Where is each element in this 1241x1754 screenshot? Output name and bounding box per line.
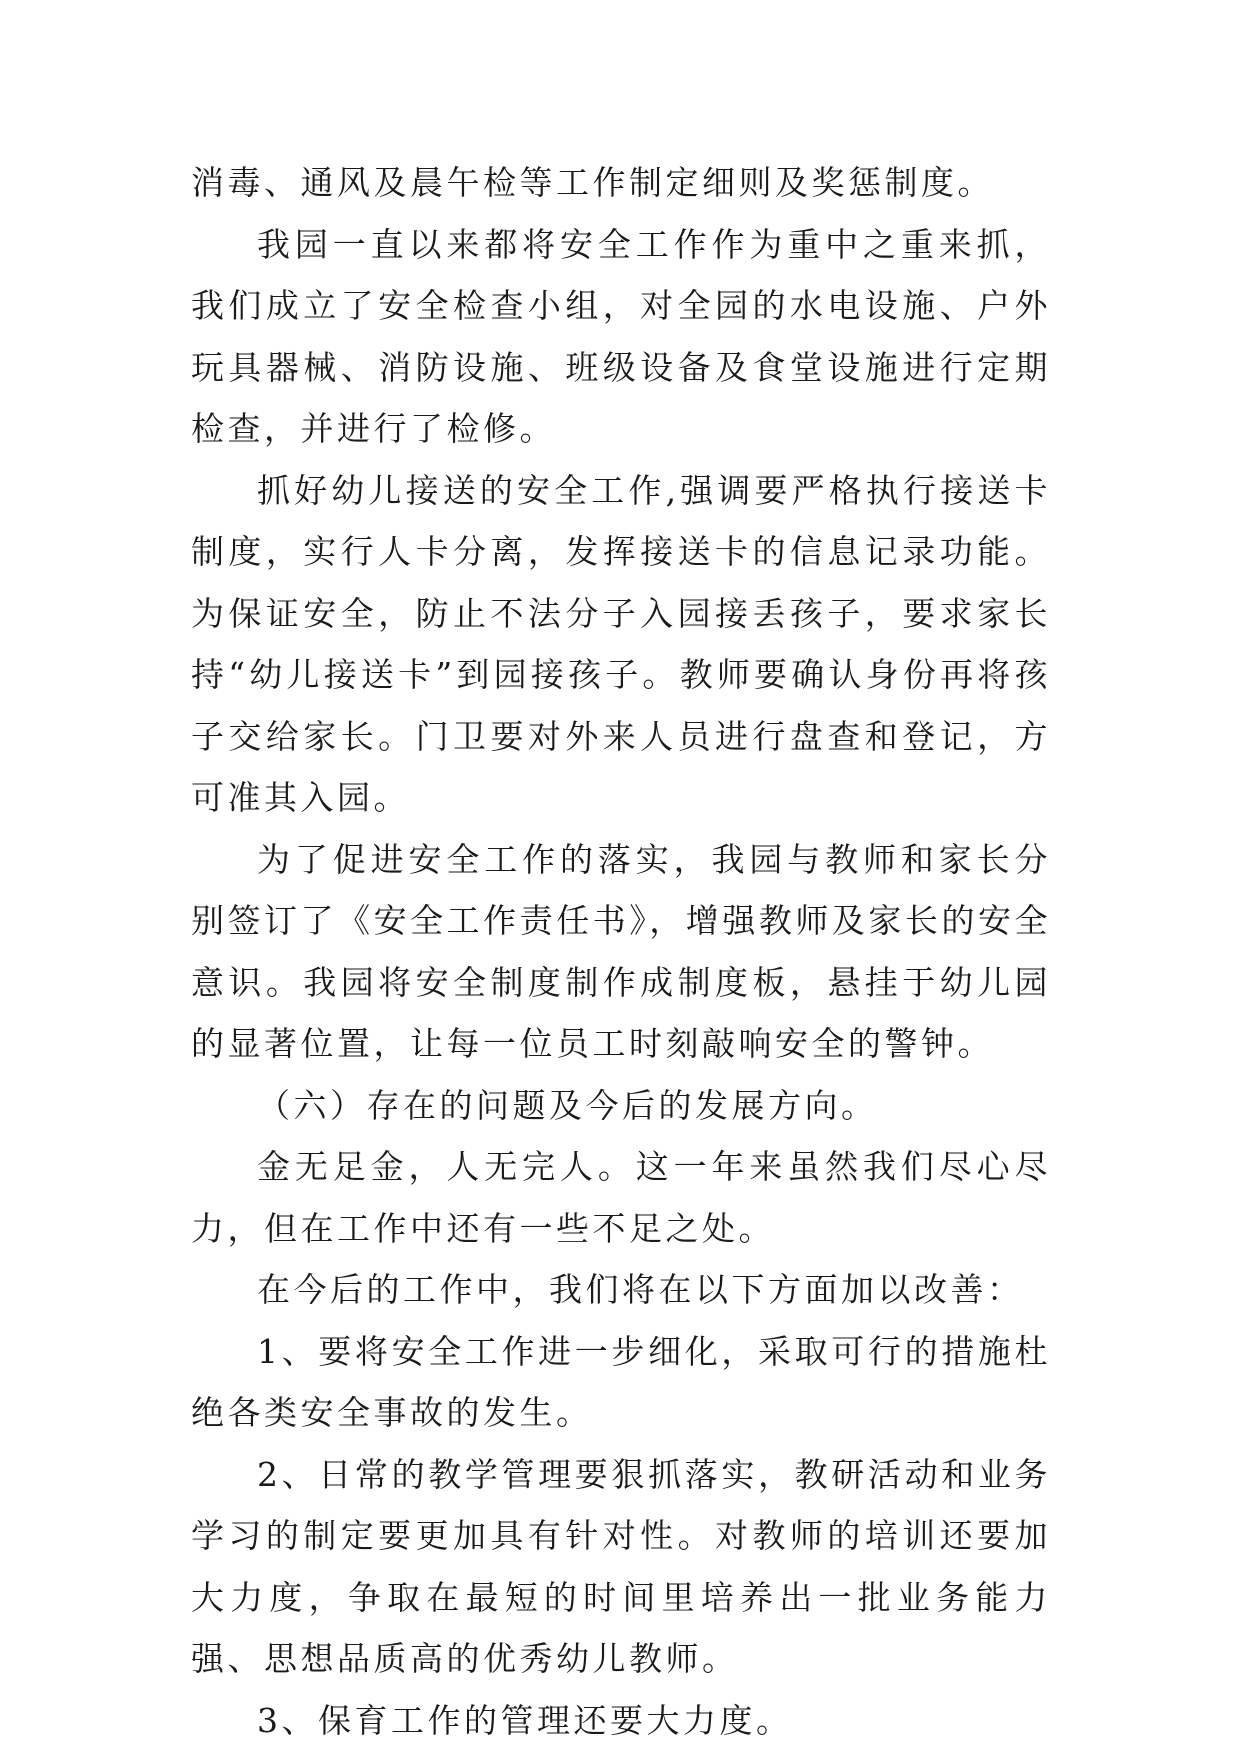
paragraph: 为了促进安全工作的落实，我园与教师和家长分别签订了《安全工作责任书》，增强教师及家长的安全意识。我园将安全制度制作成制度板，悬挂于幼儿园的显著位置，让每一位员工时刻敲响安全的警钟。 bbox=[191, 839, 1051, 1063]
list-item: 1、要将安全工作进一步细化，采取可行的措施杜绝各类安全事故的发生。 bbox=[191, 1331, 1051, 1432]
paragraph: 在今后的工作中，我们将在以下方面加以改善： bbox=[257, 1270, 1024, 1309]
paragraph: 抓好幼儿接送的安全工作,强调要严格执行接送卡制度，实行人卡分离，发挥接送卡的信息记录功能。为保证安全，防止不法分子入园接丢孩子，要求家长持“幼儿接送卡”到园接孩子。教师要确认身份再将孩子交给家长。门卫要对外来人员进行盘查和登记，方可准其入园。 bbox=[191, 470, 1051, 817]
body-text bbox=[191, 152, 1051, 1751]
section-heading: （六）存在的问题及今后的发展方向。 bbox=[257, 1085, 878, 1125]
paragraph: 金无足金，人无完人。这一年来虽然我们尽心尽力，但在工作中还有一些不足之处。 bbox=[191, 1147, 1051, 1248]
list-item: 2、日常的教学管理要狠抓落实，教研活动和业务学习的制定要更加具有针对性。对教师的培训还要加大力度，争取在最短的时间里培养出一批业务能力强、思想品质高的优秀幼儿教师。 bbox=[191, 1454, 1051, 1678]
paragraph: 消毒、通风及晨午检等工作制定细则及奖惩制度。 bbox=[191, 163, 994, 202]
paragraph: 我园一直以来都将安全工作作为重中之重来抓，我们成立了安全检查小组，对全园的水电设施、户外玩具器械、消防设施、班级设备及食堂设施进行定期检查，并进行了检修。 bbox=[191, 224, 1051, 448]
list-item: 3、保育工作的管理还要大力度。 bbox=[257, 1700, 793, 1740]
